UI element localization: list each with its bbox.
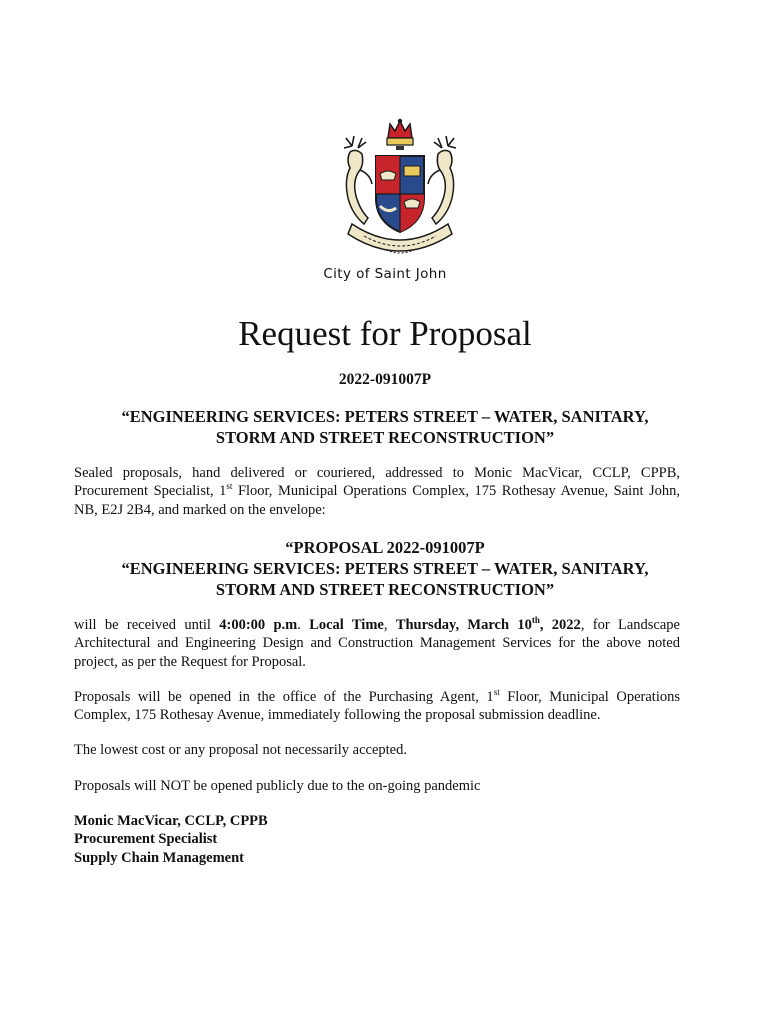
deadline-text: , for Landscape Architectural and Engineering Design and Construction Management Services for the above noted project, as per the Request for Proposal. bbox=[74, 617, 680, 670]
local-time-label: Local Time bbox=[309, 617, 384, 633]
deadline-text: will be received until bbox=[74, 617, 220, 633]
separator: , bbox=[383, 617, 396, 633]
opening-paragraph bbox=[74, 688, 680, 725]
ordinal-suffix: st bbox=[226, 481, 233, 492]
signatory-name: Monic MacVicar, CCLP, CPPB bbox=[74, 813, 268, 829]
separator: . bbox=[297, 617, 310, 633]
deadline-paragraph bbox=[74, 616, 680, 671]
deadline-year: , 2022 bbox=[539, 617, 581, 633]
acceptance-note: The lowest cost or any proposal not necessarily accepted. bbox=[74, 742, 407, 758]
deadline-time: 4:00:00 p.m bbox=[219, 617, 298, 633]
project-title bbox=[0, 406, 770, 448]
shield-icon bbox=[376, 156, 424, 232]
signatory-department: Supply Chain Management bbox=[74, 849, 245, 866]
coat-of-arms-image bbox=[330, 118, 470, 268]
deadline-date-text: Thursday, March 10 bbox=[395, 617, 532, 633]
signatory-role: Procurement Specialist bbox=[74, 831, 218, 848]
project-title-line: “ENGINEERING SERVICES: PETERS STREET – WATER, SANITARY, bbox=[121, 407, 649, 426]
pandemic-note: Proposals will NOT be opened publicly due to the on-going pandemic bbox=[74, 778, 481, 794]
opening-text: Proposals will be opened in the office of the Purchasing Agent, 1 bbox=[74, 689, 494, 705]
signature-block bbox=[74, 812, 268, 867]
city-crest bbox=[330, 118, 470, 268]
ordinal-suffix: th bbox=[531, 615, 540, 625]
left-stag-icon bbox=[344, 136, 372, 224]
envelope-line: “ENGINEERING SERVICES: PETERS STREET – WATER, SANITARY, bbox=[121, 559, 649, 578]
opening-text: Floor, Municipal Operations Complex, 175 Rothesay Avenue, immediately following the proposal submission deadline. bbox=[74, 689, 680, 724]
envelope-marking bbox=[0, 537, 770, 600]
proposal-number: 2022-091007P bbox=[338, 371, 432, 388]
ordinal-suffix: st bbox=[493, 687, 500, 697]
envelope-line: “PROPOSAL 2022-091007P bbox=[285, 538, 485, 557]
instructions-text: Sealed proposals, hand delivered or couriered, addressed to Monic MacVicar, CCLP, CPPB, Procurement Specialist, 1 bbox=[74, 465, 680, 500]
right-stag-icon bbox=[428, 136, 456, 224]
crown-icon bbox=[387, 119, 413, 150]
deadline-date bbox=[396, 617, 581, 633]
envelope-line: STORM AND STREET RECONSTRUCTION” bbox=[215, 580, 555, 599]
instructions-text: Floor, Municipal Operations Complex, 175 Rothesay Avenue, Saint John, NB, E2J 2B4, and marked on the envelope: bbox=[74, 483, 681, 518]
city-name-label: City of Saint John bbox=[323, 266, 447, 282]
document-title: Request for Proposal bbox=[238, 314, 532, 353]
project-title-line: STORM AND STREET RECONSTRUCTION” bbox=[215, 428, 555, 447]
submission-instructions bbox=[74, 464, 680, 519]
